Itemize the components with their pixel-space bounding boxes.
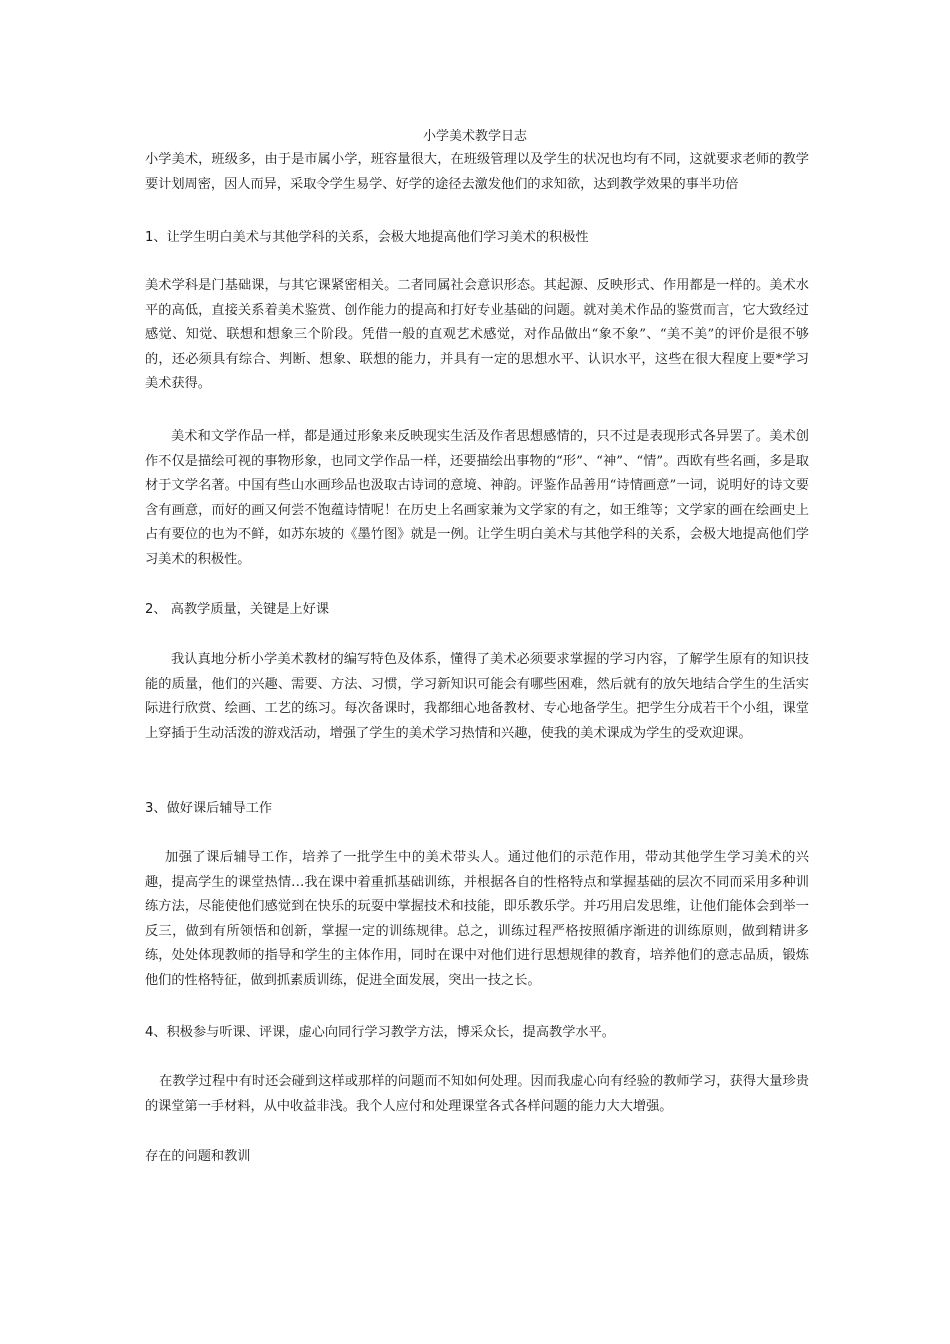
closing-heading: 存在的问题和教训 [145,1149,251,1164]
paragraph-3: 我认真地分析小学美术教材的编写特色及体系，懂得了美术必须要求掌握的学习内容，了解学生原有的知识技能的质量，他们的兴趣、需要、方法、习惯，学习新知识可能会有哪些困难，然后就有的放矢地结合学生的生活实际进行欣赏、绘画、工艺的练习。每次备课时，我都细心地备教材、专心地备学生。把学生分成若干个小组，课堂上穿插于生动活泼的游戏活动，增强了学生的美术学习热情和兴趣，使我的美术课成为学生的受欢迎课。 [145,652,809,741]
section-heading-1: 1、让学生明白美术与其他学科的关系，会极大地提高他们学习美术的积极性 [145,230,589,245]
section-heading-4: 4、积极参与听课、评课，虚心向同行学习教学方法，博采众长，提高教学水平。 [145,1025,615,1040]
paragraph-1: 美术学科是门基础课，与其它课紧密相关。二者同属社会意识形态。其起源、反映形式、作用都是一样的。美术水平的高低，直接关系着美术鉴赏、创作能力的提高和打好专业基础的问题。就对美术作品的鉴赏而言，它大致经过感觉、知觉、联想和想象三个阶段。凭借一般的直观艺术感觉，对作品做出“象不象”、“美不美”的评价是很不够的，还必须具有综合、判断、想象、联想的能力，并具有一定的思想水平、认识水平，这些在很大程度上要*学习美术获得。 [145,278,809,391]
document-title: 小学美术教学日志 [422,129,527,144]
paragraph-2: 美术和文学作品一样，都是通过形象来反映现实生活及作者思想感情的，只不过是表现形式各异罢了。美术创作不仅是描绘可视的事物形象，也同文学作品一样，还要描绘出事物的“形”、“神”、“情”。西欧有些名画，多是取材于文学名著。中国有些山水画珍品也汲取古诗词的意境、神韵。评鉴作品善用“诗情画意”一词，说明好的诗文要含有画意，而好的画又何尝不饱蕴诗情呢！在历史上名画家兼为文学家的有之，如王维等；文学家的画在绘画史上占有要位的也为不鲜，如苏东坡的《墨竹图》就是一例。让学生明白美术与其他学科的关系，会极大地提高他们学习美术的积极性。 [145,429,809,567]
section-heading-2: 2、 高教学质量，关键是上好课 [145,602,330,617]
paragraph-4: 加强了课后辅导工作，培养了一批学生中的美术带头人。通过他们的示范作用，带动其他学生学习美术的兴趣，提高学生的课堂热情…我在课中着重抓基础训练，并根据各自的性格特点和掌握基础的层次不同而采用多种训练方法，尽能使他们感觉到在快乐的玩耍中掌握技术和技能，即乐教乐学。并巧用启发思维，让他们能体会到举一反三，做到有所领悟和创新，掌握一定的训练规律。总之，训练过程严格按照循序渐进的训练原则，做到精讲多练，处处体现教师的指导和学生的主体作用，同时在课中对他们进行思想规律的教育，培养他们的意志品质，锻炼他们的性格特征，做到抓素质训练，促进全面发展，突出一技之长。 [145,850,809,988]
section-heading-3: 3、做好课后辅导工作 [145,801,273,816]
intro-paragraph: 小学美术，班级多，由于是市属小学，班容量很大，在班级管理以及学生的状况也均有不同，这就要求老师的教学要计划周密，因人而异，采取令学生易学、好学的途径去激发他们的求知欲，达到教学效果的事半功倍 [145,152,809,192]
paragraph-5: 在教学过程中有时还会碰到这样或那样的问题而不知如何处理。因而我虚心向有经验的教师学习，获得大量珍贵的课堂第一手材料，从中收益非浅。我个人应付和处理课堂各式各样问题的能力大大增强。 [145,1074,809,1114]
